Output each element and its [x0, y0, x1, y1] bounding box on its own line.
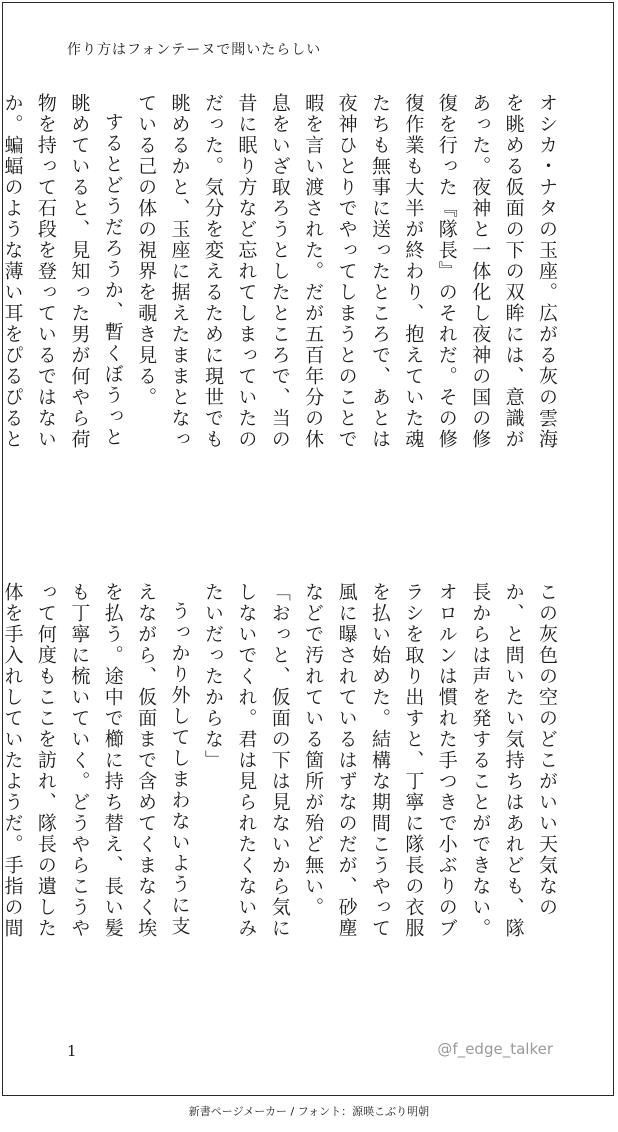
upper-text-block [1, 93, 563, 465]
page-title: 作り方はフォンテーヌで聞いたらしい [67, 42, 322, 58]
novel-page [2, 2, 614, 1096]
footer-credit: 新書ページメーカー / フォント：源暎こぶり明朝 [188, 1105, 430, 1118]
paragraph: この灰色の空のどこがいい天気なのか、と問いたい気持ちはあれども、隊長からは声を発することができない。オロルンは慣れた手つきで小ぶりのブラシを取り出すと、丁寧に隊長の衣服を払い始めた。結構な期間こうやって風に曝されているはずなのだが、砂塵などで汚れている箇所が殆ど無い。 [302, 582, 558, 939]
page-number: 1 [67, 1042, 77, 1060]
author-handle: @f_edge_talker [437, 1040, 553, 1058]
lower-text-block [1, 582, 563, 954]
paragraph: するとどうだろうか、暫くぼうっと眺めていると、見知った男が何やら荷物を持って石段を登っているではないか。蝙蝠のような薄い耳をぴるぴると [1, 93, 124, 450]
paragraph: うっかり外してしまわないように支えながら、仮面まで含めてくまなく埃を払う。途中で櫛に持ち替え、長い髪も丁寧に梳いていく。どうやらこうやって何度もここを訪れ、隊長の遺した体を手入れしていたようだ。手指の間 [1, 582, 191, 939]
paragraph: オシカ・ナタの玉座。広がる灰の雲海を眺める仮面の下の双眸には、意識があった。夜神と一体化し夜神の国の修復を行った『隊長』のそれだ。その修復作業も大半が終わり、抱えていた魂たちも無事に送ったところで、あとは夜神ひとりでやってしまうとのことで暇を言い渡された。だが五百年分の休息をいざ取ろうとしたところで、当の昔に眠り方など忘れてしまっていたのだった。気分を変えるために現世でも眺めるかと、玉座に据えたままとなっている己の体の視界を覗き見る。 [135, 93, 558, 450]
paragraph: 「おっと、仮面の下は見ないから気にしないでくれ。君は見られたくないみたいだったからな」 [201, 582, 291, 939]
